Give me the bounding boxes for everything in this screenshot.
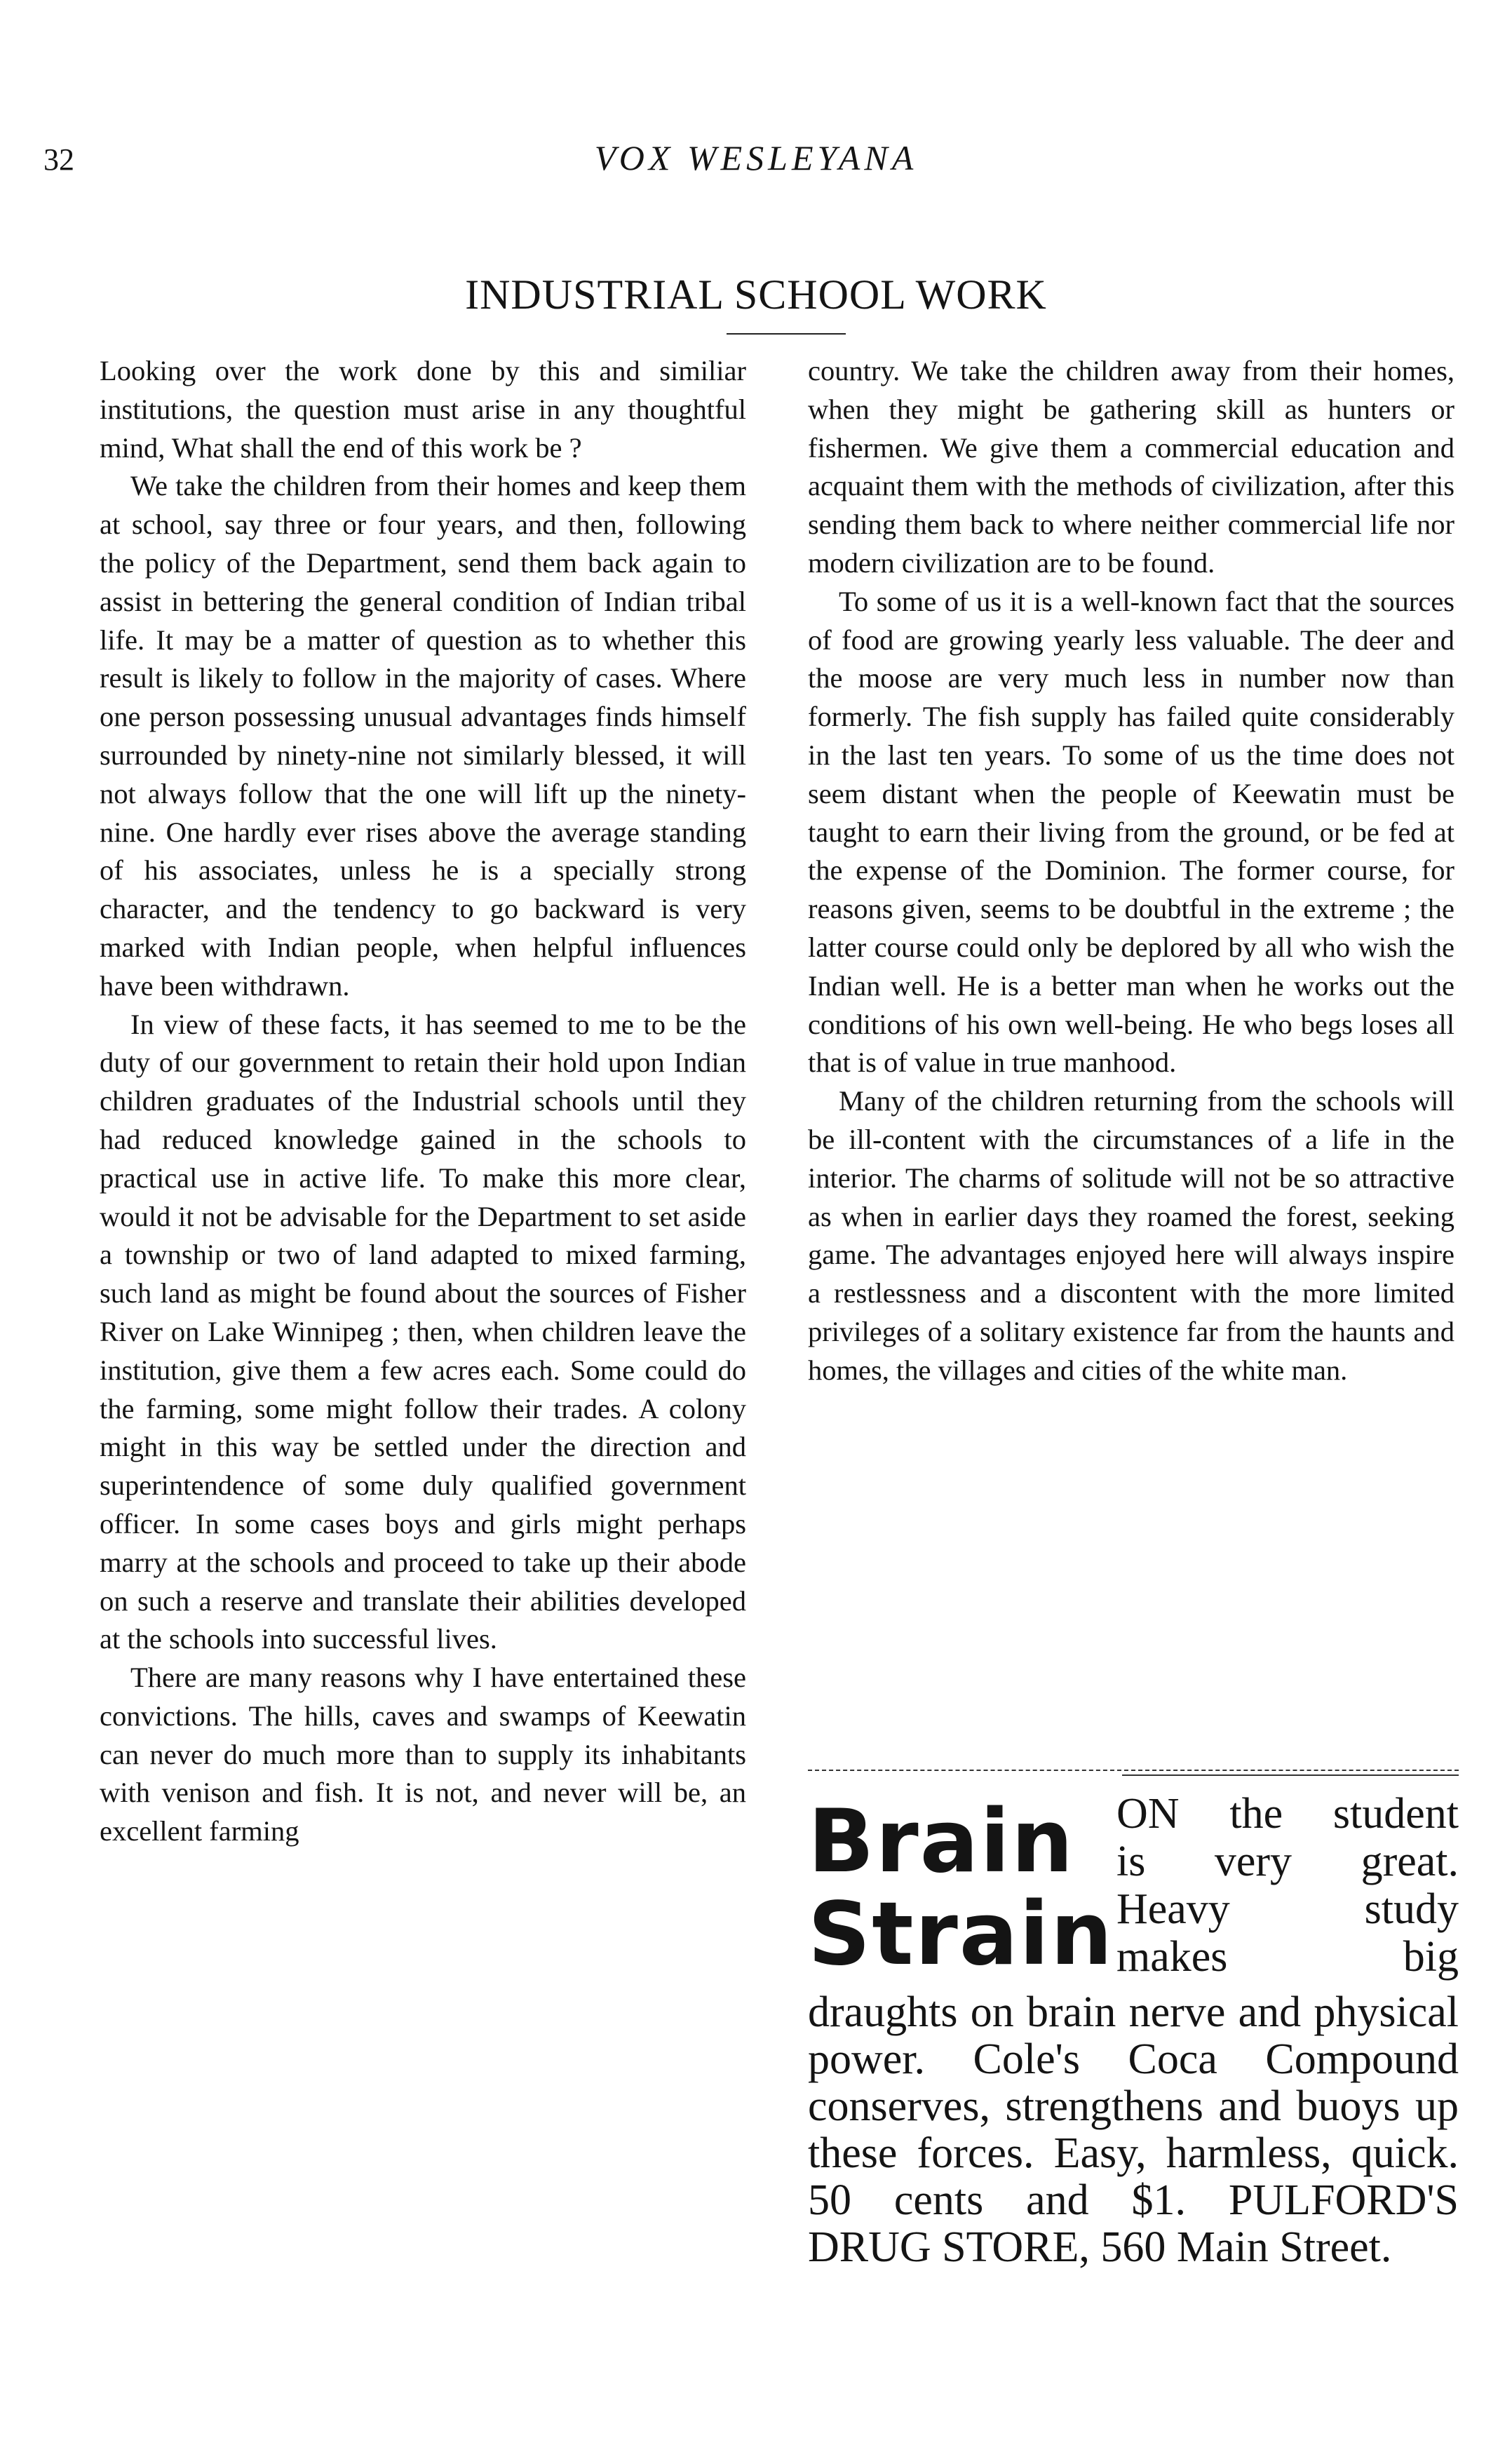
- page-number: 32: [43, 142, 74, 177]
- ad-separator: [808, 1770, 1459, 1771]
- paragraph: Looking over the work done by this and similiar institutions, the question must arise in any thoughtful mind, What shall the end of this work be ?: [100, 355, 746, 464]
- paragraph: There are many reasons why I have entertained these convictions. The hills, caves and swamps of Keewatin can never do much more than to supply its inhabitants with venison and fish. It is not, and never will be, an excellent farming: [100, 1662, 746, 1847]
- ad-head-text: [1116, 1790, 1459, 1981]
- article-title: INDUSTRIAL SCHOOL WORK: [465, 271, 1047, 318]
- ad-headline: [808, 1791, 1114, 1985]
- ad-head-line: is very great.: [1116, 1838, 1459, 1885]
- ad-headline-line: Strain: [808, 1884, 1114, 1985]
- ad-head-line: makes big: [1116, 1933, 1459, 1981]
- right-column: [808, 352, 1454, 1390]
- advertisement: [808, 1790, 1459, 2286]
- left-column: [100, 352, 746, 1851]
- paragraph: To some of us it is a well-known fact that the sources of food are growing yearly less valuable. The deer and the moose are very much less in number now than formerly. The fish supply has failed quite considerably in the last ten years. To some of us the time does not seem distant when the people of Keewatin must be taught to earn their living from the ground, or be fed at the expense of the Dominion. The former course, for reasons given, seems to be doubtful in the extreme ; the latter course could only be deplored by all who wish the Indian well. He is a better man when he works out the conditions of his own well-being. He who begs loses all that is of value in true manhood.: [808, 585, 1454, 1079]
- ad-head-line: ON the student: [1116, 1790, 1459, 1838]
- ad-separator-solid: [1122, 1774, 1459, 1776]
- title-rule: [727, 333, 846, 335]
- ad-head-line: Heavy study: [1116, 1885, 1459, 1933]
- ad-headline-line: Brain: [808, 1791, 1075, 1892]
- ad-body: draughts on brain nerve and physical power. Cole's Coca Compound conserves, strengthens and buoys up these forces. Easy, harmless, quick. 50 cents and $1. PULFORD'S DRUG STORE, 560 Main Street.: [808, 1988, 1459, 2271]
- paragraph: We take the children from their homes and keep them at school, say three or four years, and then, following the policy of the Department, send them back again to assist in bettering the general condition of Indian tribal life. It may be a matter of question as to whether this result is likely to follow in the majority of cases. Where one person possessing unusual advantages finds himself surrounded by ninety-nine not similarly blessed, it will not always follow that the one will lift up the ninety-nine. One hardly ever rises above the average standing of his associates, unless he is a specially strong character, and the tendency to go backward is very marked with Indian people, when helpful influences have been withdrawn.: [100, 470, 746, 1002]
- paragraph: Many of the children returning from the schools will be ill-content with the circumstances of a life in the interior. The charms of solitude will not be so attractive as when in earlier days they roamed the forest, seeking game. The advantages enjoyed here will always inspire a restlessness and a discontent with the more limited privileges of a solitary existence far from the haunts and homes, the villages and cities of the white man.: [808, 1085, 1454, 1386]
- paragraph: country. We take the children away from their homes, when they might be gathering skill as hunters or fishermen. We give them a commercial education and acquaint them with the methods of civilization, after this sending them back to where neither commercial life nor modern civilization are to be found.: [808, 355, 1454, 579]
- running-head: VOX WESLEYANA: [594, 138, 918, 177]
- paragraph: In view of these facts, it has seemed to me to be the duty of our government to retain their hold upon Indian children graduates of the Industrial schools until they had reduced knowledge gained in the schools to practical use in active life. To make this more clear, would it not be advisable for the Department to set aside a township or two of land adapted to mixed farming, such land as might be found about the sources of Fisher River on Lake Winnipeg ; then, when children leave the institution, give them a few acres each. Some could do the farming, some might follow their trades. A colony might in this way be settled under the direction and superintendence of some duly qualified government officer. In some cases boys and girls might perhaps marry at the schools and proceed to take up their abode on such a reserve and translate their abilities developed at the schools into successful lives.: [100, 1008, 746, 1655]
